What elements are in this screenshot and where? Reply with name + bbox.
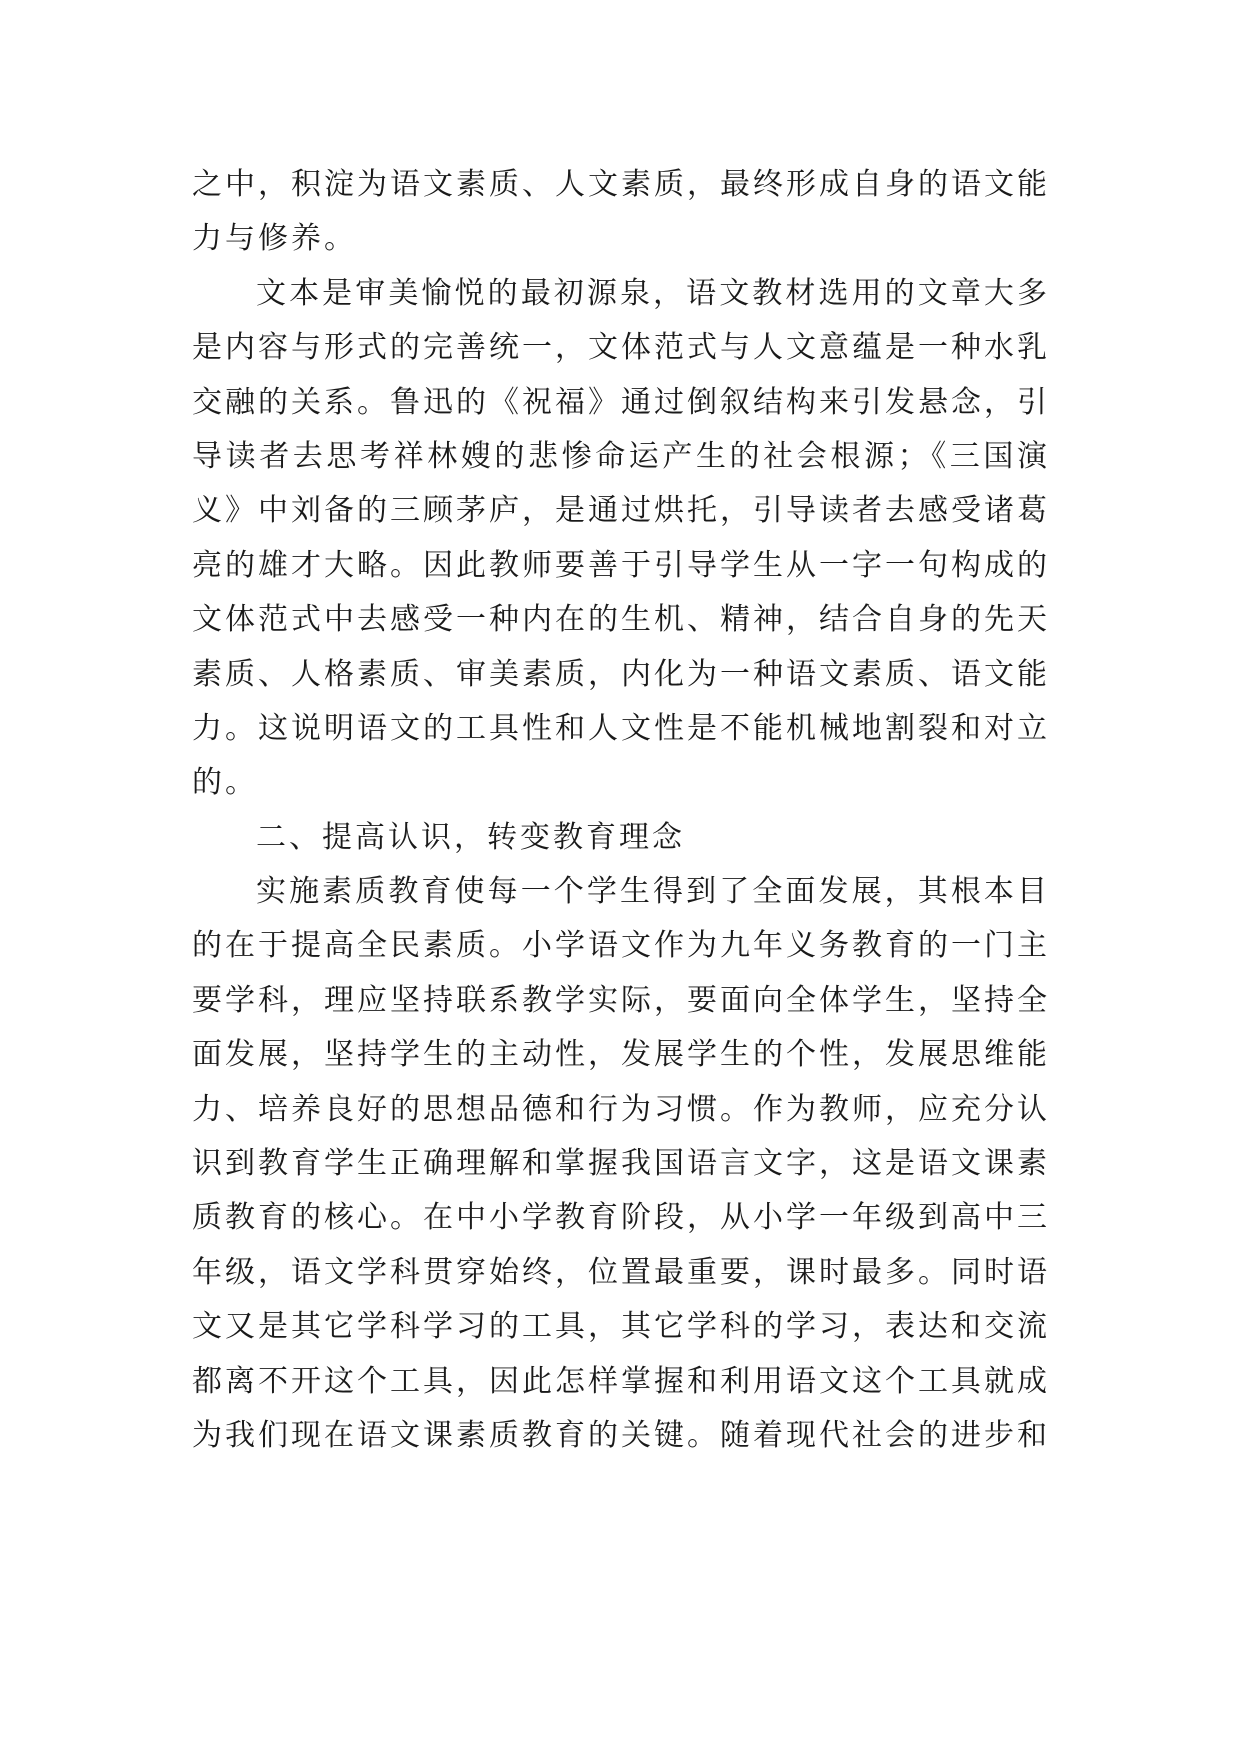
text-line: 力与修养。 [192, 221, 357, 257]
text-line: 亮的雄才大略。因此教师要善于引导学生从一字一句构成的 [192, 547, 1050, 583]
text-line: 的。 [192, 765, 258, 801]
body-text [192, 158, 1050, 1463]
text-line: 交融的关系。鲁迅的《祝福》通过倒叙结构来引发悬念，引 [192, 384, 1050, 420]
text-line: 质教育的核心。在中小学教育阶段，从小学一年级到高中三 [192, 1200, 1050, 1236]
text-line: 为我们现在语文课素质教育的关键。随着现代社会的进步和 [192, 1417, 1050, 1453]
text-line: 要学科，理应坚持联系教学实际，要面向全体学生，坚持全 [192, 982, 1050, 1018]
text-line: 之中，积淀为语文素质、人文素质，最终形成自身的语文能 [192, 167, 1050, 202]
text-line: 素质、人格素质、审美素质，内化为一种语文素质、语文能 [192, 656, 1050, 692]
heading-line: 二、提高认识，转变教育理念 [256, 819, 685, 855]
text-line: 识到教育学生正确理解和掌握我国语言文字，这是语文课素 [192, 1146, 1050, 1182]
text-line: 力、培养良好的思想品德和行为习惯。作为教师，应充分认 [192, 1091, 1050, 1127]
text-line: 义》中刘备的三顾茅庐，是通过烘托，引导读者去感受诸葛 [192, 493, 1050, 529]
paragraph [192, 158, 1050, 267]
text-line: 年级，语文学科贯穿始终，位置最重要，课时最多。同时语 [192, 1254, 1050, 1290]
text-line: 都离不开这个工具，因此怎样掌握和利用语文这个工具就成 [192, 1363, 1050, 1399]
paragraph [192, 865, 1050, 1463]
text-line: 导读者去思考祥林嫂的悲惨命运产生的社会根源；《三国演 [192, 438, 1050, 474]
text-line: 文又是其它学科学习的工具，其它学科的学习，表达和交流 [192, 1309, 1050, 1345]
text-line: 文本是审美愉悦的最初源泉，语文教材选用的文章大多 [256, 275, 1050, 311]
section-heading [192, 811, 1050, 865]
text-line: 的在于提高全民素质。小学语文作为九年义务教育的一门主 [192, 928, 1050, 964]
text-line: 力。这说明语文的工具性和人文性是不能机械地割裂和对立 [192, 710, 1050, 746]
text-line: 实施素质教育使每一个学生得到了全面发展，其根本目 [256, 874, 1050, 910]
paragraph [192, 267, 1050, 811]
text-line: 面发展，坚持学生的主动性，发展学生的个性，发展思维能 [192, 1037, 1050, 1073]
text-line: 文体范式中去感受一种内在的生机、精神，结合自身的先天 [192, 602, 1050, 638]
text-line: 是内容与形式的完善统一，文体范式与人文意蕴是一种水乳 [192, 330, 1050, 366]
